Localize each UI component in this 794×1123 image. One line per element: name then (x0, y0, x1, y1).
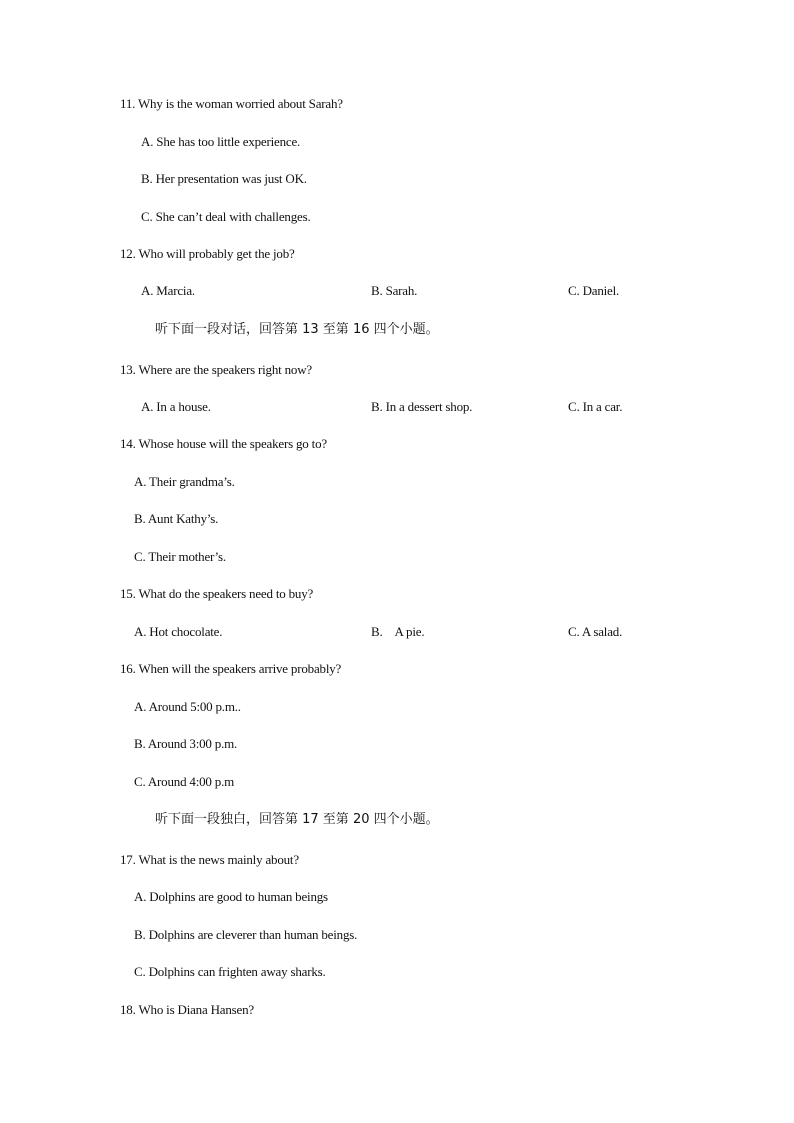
question-13: 13. Where are the speakers right now? (120, 362, 312, 377)
question-11: 11. Why is the woman worried about Sarah? (120, 96, 343, 111)
question-15: 15. What do the speakers need to buy? (120, 586, 314, 601)
question-11-option-c: C. She can’t deal with challenges. (141, 209, 311, 224)
question-12-option-b: B. Sarah. (371, 283, 418, 298)
section-instruction-2: 听下面一段独白，回答第 17 至第 20 四个小题。 (155, 812, 439, 827)
question-15-option-b (371, 624, 424, 640)
question-17-option-c: C. Dolphins can frighten away sharks. (134, 964, 326, 979)
question-15-option-b-text: A pie. (394, 624, 425, 639)
question-11-option-b: B. Her presentation was just OK. (141, 171, 307, 186)
question-17: 17. What is the news mainly about? (120, 852, 299, 867)
question-16-option-c: C. Around 4:00 p.m (134, 774, 235, 789)
question-14-option-b: B. Aunt Kathy’s. (134, 511, 219, 526)
question-12: 12. Who will probably get the job? (120, 246, 295, 261)
question-12-option-a: A. Marcia. (141, 283, 195, 298)
question-16-option-b: B. Around 3:00 p.m. (134, 736, 238, 751)
section-instruction-1: 听下面一段对话，回答第 13 至第 16 四个小题。 (155, 322, 439, 337)
question-12-option-c: C. Daniel. (568, 283, 620, 298)
question-13-option-b: B. In a dessert shop. (371, 399, 473, 414)
question-15-option-c: C. A salad. (568, 624, 623, 639)
question-18: 18. Who is Diana Hansen? (120, 1002, 254, 1017)
question-13-option-c: C. In a car. (568, 399, 623, 414)
question-14-option-c: C. Their mother’s. (134, 549, 226, 564)
question-16: 16. When will the speakers arrive probably? (120, 661, 342, 676)
question-17-option-a: A. Dolphins are good to human beings (134, 889, 328, 904)
question-16-option-a: A. Around 5:00 p.m.. (134, 699, 241, 714)
question-15-option-b-letter: B. (371, 624, 383, 639)
question-17-option-b: B. Dolphins are cleverer than human beings. (134, 927, 358, 942)
question-14: 14. Whose house will the speakers go to? (120, 436, 327, 451)
question-14-option-a: A. Their grandma’s. (134, 474, 235, 489)
question-15-option-a: A. Hot chocolate. (134, 624, 223, 639)
question-13-option-a: A. In a house. (141, 399, 211, 414)
question-11-option-a: A. She has too little experience. (141, 134, 301, 149)
